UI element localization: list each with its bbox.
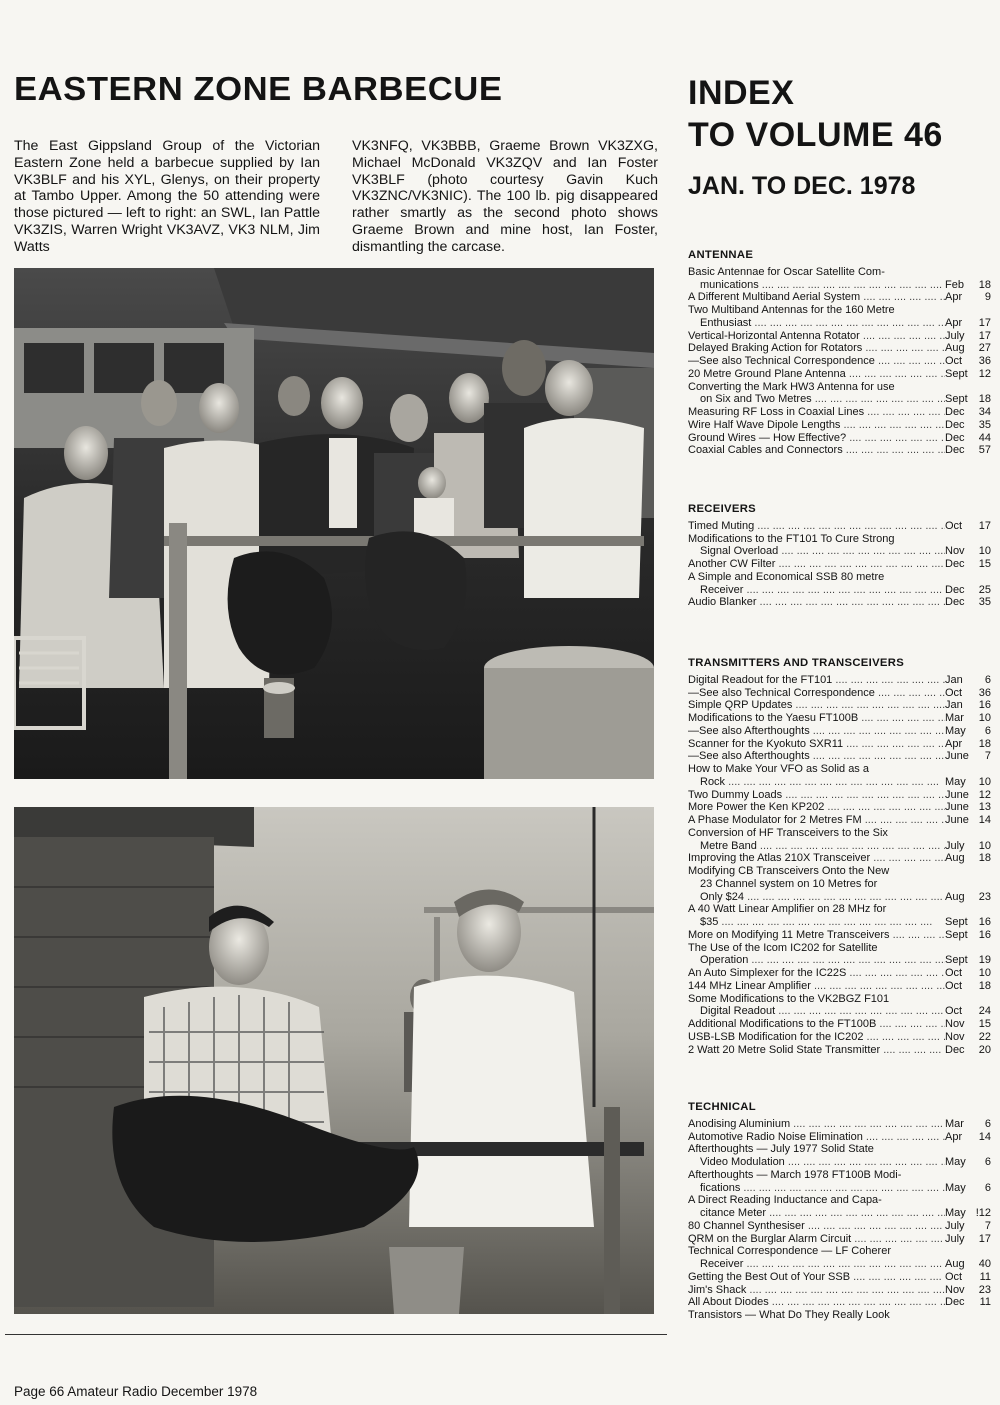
index-entry (688, 596, 991, 609)
entry-page: 23 (978, 890, 991, 903)
entry-title: citance Meter .... (688, 1207, 945, 1220)
entry-month: June (945, 801, 969, 814)
index-entry (688, 891, 991, 904)
entry-title: 80 Channel Synthesiser .... (688, 1220, 945, 1233)
index-entry (688, 980, 991, 993)
index-entry (688, 1031, 991, 1044)
entry-month: June (945, 814, 969, 826)
index-entry (688, 929, 991, 942)
entry-month: Sept (945, 916, 968, 928)
entry-title: A Phase Modulator for 2 Metres FM .... (688, 814, 945, 827)
entry-title: Conversion of HF Transceivers to the Six (688, 826, 888, 839)
footer-rule (5, 1334, 667, 1335)
index-section-transmitters (688, 657, 991, 1056)
entry-title: Improving the Atlas 210X Transceiver .... (688, 852, 945, 865)
index-entry (688, 330, 991, 343)
index-entry (688, 545, 991, 558)
entry-title: —See also Technical Correspondence .... (688, 355, 945, 368)
article-text-col2: VK3NFQ, VK3BBB, Graeme Brown VK3ZXG, Michael McDonald VK3ZQV and Ian Foster VK3BLF (photo courtesy Gavin Kuch VK3ZNC/VK3NIC). The 100 lb. pig disappeared rather smartly as the second photo shows Graeme Brown and mine host, Ian Foster, dismantling the carcase. (352, 138, 658, 255)
entry-page: 19 (978, 954, 991, 967)
index-entry (688, 750, 991, 763)
index-entry (688, 674, 991, 687)
entry-page: 35 (978, 596, 991, 609)
index-entry (688, 1207, 991, 1220)
entry-page: 25 (978, 583, 991, 596)
index-entry (688, 1005, 991, 1018)
index-entry (688, 827, 991, 840)
index-section-antennae (688, 249, 991, 457)
entry-page: 12 (978, 788, 991, 801)
entry-page: 17 (978, 329, 991, 342)
index-entry (688, 954, 991, 967)
entry-month: May (945, 775, 966, 788)
index-entry (688, 942, 991, 955)
entry-title: Two Dummy Loads .... (688, 789, 945, 802)
entry-month: May (945, 1181, 966, 1194)
entry-month: May (945, 724, 966, 737)
entry-title: A Direct Reading Inductance and Capa- (688, 1194, 882, 1207)
photo-dismantling-carcase (14, 807, 654, 1314)
entry-title: Only $24 .... (688, 891, 945, 904)
section-heading: TRANSMITTERS AND TRANSCEIVERS (688, 657, 905, 669)
entry-page: 10 (978, 712, 991, 724)
index-entry (688, 878, 991, 891)
index-entry (688, 444, 991, 457)
entry-page: 6 (984, 1181, 991, 1194)
entry-month: Nov (945, 1283, 965, 1296)
entry-month: June (945, 750, 969, 763)
index-entry (688, 1271, 991, 1284)
entry-page: 16 (978, 928, 991, 941)
entry-page: 23 (978, 1283, 991, 1296)
entry-title: Metre Band .... (688, 840, 945, 853)
entry-title: Two Multiband Antennas for the 160 Metre (688, 304, 895, 316)
entry-page: 15 (978, 1018, 991, 1030)
index-entry (688, 865, 991, 878)
entry-page: 24 (978, 1005, 991, 1018)
entry-page: 6 (984, 673, 991, 686)
entry-title: Jim's Shack .... (688, 1284, 945, 1297)
entry-title: Timed Muting .... (688, 520, 945, 533)
entry-month: Oct (945, 686, 963, 699)
entry-page: 6 (984, 1117, 991, 1130)
index-entry (688, 1118, 991, 1131)
entry-page: 22 (978, 1030, 991, 1043)
entry-title: Modifications to the Yaesu FT100B .... (688, 712, 945, 725)
entry-page: 10 (978, 545, 991, 558)
entry-title: Digital Readout .... (688, 1005, 945, 1018)
index-entry (688, 1182, 991, 1195)
entry-page: !12 (975, 1207, 991, 1219)
entry-month: Mar (945, 1117, 964, 1130)
index-entry (688, 1258, 991, 1271)
entry-month: Dec (945, 558, 965, 570)
index-entry (688, 304, 991, 317)
index-section-technical (688, 1101, 991, 1322)
entry-month: Sept (945, 954, 968, 967)
entry-title: QRM on the Burglar Alarm Circuit .... (688, 1233, 945, 1246)
entry-month: Oct (945, 355, 963, 367)
entry-title: munications .... (688, 279, 945, 292)
entry-page: 35 (978, 418, 991, 431)
entry-month: Sept (945, 928, 968, 941)
entry-title: A Different Multiband Aerial System .... (688, 291, 945, 304)
entry-month: Jan (945, 673, 963, 686)
entry-title: 144 MHz Linear Amplifier .... (688, 980, 945, 993)
entry-month: Aug (945, 852, 965, 865)
index-entry (688, 776, 991, 789)
entry-page: 40 (978, 1258, 991, 1270)
entry-page: 17 (978, 316, 991, 329)
entry-month: Sept (945, 393, 968, 406)
entry-page: 18 (978, 737, 991, 750)
entry-month: Sept (945, 367, 968, 380)
index-entry (688, 789, 991, 802)
entry-title: Signal Overload .... (688, 545, 945, 558)
entry-page: 57 (978, 444, 991, 457)
index-entry (688, 419, 991, 432)
entry-title: Some Modifications to the VK2BGZ F101 (688, 992, 890, 1005)
index-entry (688, 801, 991, 814)
entry-month: Dec (945, 1296, 965, 1309)
entry-title: Audio Blanker .... (688, 596, 945, 609)
entry-month: Aug (945, 890, 965, 903)
index-entry (688, 520, 991, 533)
entry-title: How to Make Your VFO as Solid as a (688, 763, 869, 775)
entry-month: Dec (945, 406, 965, 418)
entry-title: Rock .... (688, 776, 945, 789)
entry-month: Oct (945, 1270, 963, 1283)
entry-title: More Power the Ken KP202 .... (688, 801, 945, 814)
entry-title: The Use of the Icom IC202 for Satellite (688, 941, 878, 954)
entry-month: Oct (945, 519, 963, 532)
index-subtitle: JAN. TO DEC. 1978 (688, 172, 916, 200)
index-entry (688, 1131, 991, 1144)
index-entry (688, 558, 991, 571)
index-entry (688, 712, 991, 725)
entry-page: 16 (978, 699, 991, 712)
entry-title: Additional Modifications to the FT100B .... (688, 1018, 945, 1031)
article-text-col1: The East Gippsland Group of the Victorian Eastern Zone held a barbecue supplied by Ian VK3BLF and his XYL, Glenys, on their property at Tambo Upper. Among the 50 attending were those pictured — left to right: an SWL, Ian Pattle VK3ZIS, Warren Wright VK3AVZ, VK3 NLM, Jim Watts (14, 138, 320, 255)
entry-page: 18 (978, 278, 991, 291)
index-entry (688, 355, 991, 368)
entry-page: 9 (984, 291, 991, 304)
entry-title: A 40 Watt Linear Amplifier on 28 MHz for (688, 903, 887, 916)
entry-month: Aug (945, 1258, 965, 1270)
index-entry (688, 571, 991, 584)
index-entry (688, 1156, 991, 1169)
index-entry (688, 1284, 991, 1297)
index-entry (688, 1309, 991, 1322)
entry-month: Dec (945, 583, 965, 596)
entry-title: An Auto Simplexer for the IC22S .... (688, 967, 945, 980)
index-entry (688, 1143, 991, 1156)
entry-month: Oct (945, 967, 963, 979)
entry-title: fications .... (688, 1182, 945, 1195)
index-entry (688, 1233, 991, 1246)
entry-title: Basic Antennae for Oscar Satellite Com- (688, 265, 885, 278)
index-entry (688, 1169, 991, 1182)
index-section-receivers (688, 503, 991, 609)
entry-month: July (945, 1232, 965, 1245)
entry-title: Another CW Filter .... (688, 558, 945, 571)
index-entry (688, 584, 991, 597)
entry-title: Modifying CB Transceivers Onto the New (688, 865, 890, 877)
entry-page: 14 (978, 1130, 991, 1143)
entry-title: 20 Metre Ground Plane Antenna .... (688, 368, 945, 381)
entry-title: Simple QRP Updates .... (688, 699, 945, 712)
index-entry (688, 533, 991, 546)
entry-page: 18 (978, 979, 991, 992)
index-entry (688, 1245, 991, 1258)
entry-page: 27 (978, 342, 991, 355)
index-entry (688, 916, 991, 929)
entry-title: Video Modulation .... (688, 1156, 945, 1169)
index-title-line2: TO VOLUME 46 (688, 116, 943, 154)
index-entry (688, 381, 991, 394)
page-footer: Page 66 Amateur Radio December 1978 (14, 1384, 258, 1399)
entry-title: Receiver .... (688, 584, 945, 597)
entry-title: 23 Channel system on 10 Metres for (700, 877, 878, 890)
entry-month: Dec (945, 1043, 965, 1056)
entry-month: Dec (945, 444, 965, 457)
section-heading: RECEIVERS (688, 503, 756, 515)
index-entry (688, 993, 991, 1006)
entry-title: Afterthoughts — July 1977 Solid State (688, 1143, 874, 1156)
entry-title: on Six and Two Metres .... (688, 393, 945, 406)
article-title: EASTERN ZONE BARBECUE (14, 70, 503, 107)
entry-month: Dec (945, 596, 965, 609)
index-entry (688, 1044, 991, 1057)
photo-group-barbecue (14, 268, 654, 779)
entry-page: 12 (978, 367, 991, 380)
index-entry (688, 406, 991, 419)
index-entry (688, 291, 991, 304)
entry-page: 10 (978, 839, 991, 852)
entry-page: 10 (978, 967, 991, 979)
index-entry (688, 1018, 991, 1031)
entry-title: $35 .... (688, 916, 945, 929)
entry-title: A Simple and Economical SSB 80 metre (688, 570, 885, 583)
index-entry (688, 1194, 991, 1207)
index-entry (688, 738, 991, 751)
entry-title: —See also Technical Correspondence .... (688, 687, 945, 700)
entry-title: —See also Afterthoughts .... (688, 750, 945, 763)
entry-title: Automotive Radio Noise Elimination .... (688, 1131, 945, 1144)
entry-month: Aug (945, 342, 965, 355)
index-entry (688, 1296, 991, 1309)
entry-page: 36 (978, 686, 991, 699)
entry-page: 10 (978, 775, 991, 788)
index-entry (688, 279, 991, 292)
entry-title: Afterthoughts — March 1978 FT100B Modi- (688, 1168, 902, 1181)
entry-title: Delayed Braking Action for Rotators .... (688, 342, 945, 355)
entry-page: 7 (984, 750, 991, 763)
entry-title: Modifications to the FT101 To Cure Strong (688, 532, 895, 545)
entry-page: 7 (984, 1219, 991, 1232)
entry-title: More on Modifying 11 Metre Transceivers .... (688, 929, 945, 942)
index-entry (688, 763, 991, 776)
index-entry (688, 432, 991, 445)
entry-month: July (945, 839, 965, 852)
entry-page: 18 (978, 393, 991, 406)
index-title-line1: INDEX (688, 74, 795, 112)
index-entry (688, 368, 991, 381)
entry-page: 11 (979, 1270, 991, 1283)
entry-title: 2 Watt 20 Metre Solid State Transmitter .... (688, 1044, 945, 1057)
entry-page: 13 (978, 801, 991, 814)
entry-month: Apr (945, 316, 963, 329)
entry-month: Oct (945, 979, 963, 992)
index-entry (688, 1220, 991, 1233)
entry-title: All About Diodes .... (688, 1296, 945, 1309)
index-entry (688, 393, 991, 406)
entry-month: July (945, 1219, 965, 1232)
entry-month: Feb (945, 278, 964, 291)
entry-title: Receiver .... (688, 1258, 945, 1271)
entry-title: USB-LSB Modification for the IC202 .... (688, 1031, 945, 1044)
index-entry (688, 266, 991, 279)
entry-page: 18 (978, 852, 991, 865)
entry-title: Getting the Best Out of Your SSB .... (688, 1271, 945, 1284)
entry-month: Apr (945, 291, 963, 304)
entry-page: 44 (978, 431, 991, 444)
index-entry (688, 687, 991, 700)
entry-month: Apr (945, 1130, 963, 1143)
entry-month: June (945, 788, 969, 801)
index-entry (688, 725, 991, 738)
entry-title: Vertical-Horizontal Antenna Rotator .... (688, 330, 945, 343)
entry-page: 14 (978, 814, 991, 826)
entry-page: 16 (978, 916, 991, 928)
entry-page: 6 (984, 724, 991, 737)
entry-page: 15 (978, 558, 991, 570)
entry-month: Apr (945, 737, 963, 750)
index-entry (688, 903, 991, 916)
entry-page: 36 (978, 355, 991, 367)
entry-month: Mar (945, 712, 964, 724)
entry-month: Nov (945, 1030, 965, 1043)
entry-page: 6 (984, 1156, 991, 1168)
entry-title: —See also Afterthoughts .... (688, 725, 945, 738)
entry-month: Oct (945, 1005, 963, 1018)
index-entry (688, 852, 991, 865)
entry-title: Transistors — What Do They Really Look (688, 1309, 890, 1321)
entry-month: Jan (945, 699, 963, 712)
entry-title: Converting the Mark HW3 Antenna for use (688, 380, 895, 393)
entry-month: July (945, 329, 965, 342)
index-entry (688, 814, 991, 827)
entry-month: Dec (945, 418, 965, 431)
entry-month: Dec (945, 431, 965, 444)
entry-page: 34 (978, 406, 991, 418)
entry-title: Scanner for the Kyokuto SXR11 .... (688, 738, 945, 751)
entry-title: Digital Readout for the FT101 .... (688, 674, 945, 687)
entry-title: Measuring RF Loss in Coaxial Lines .... (688, 406, 945, 419)
index-entry (688, 967, 991, 980)
entry-page: 17 (978, 519, 991, 532)
entry-title: Anodising Aluminium .... (688, 1118, 945, 1131)
section-heading: ANTENNAE (688, 249, 754, 261)
entry-title: Enthusiast .... (688, 317, 945, 330)
entry-month: Nov (945, 1018, 965, 1030)
index-entry (688, 699, 991, 712)
entry-page: 17 (978, 1232, 991, 1245)
entry-page: 20 (978, 1043, 991, 1056)
entry-title: Coaxial Cables and Connectors .... (688, 444, 945, 457)
entry-page: 11 (979, 1296, 991, 1309)
index-entry (688, 840, 991, 853)
entry-title: Operation .... (688, 954, 945, 967)
index-entry (688, 342, 991, 355)
entry-month: Nov (945, 545, 965, 558)
entry-month: May (945, 1156, 966, 1168)
entry-title: Ground Wires — How Effective? .... (688, 432, 945, 445)
entry-title: Wire Half Wave Dipole Lengths .... (688, 419, 945, 432)
entry-title: Technical Correspondence — LF Coherer (688, 1245, 891, 1258)
section-heading: TECHNICAL (688, 1101, 756, 1113)
entry-month: May (945, 1207, 966, 1219)
index-entry (688, 317, 991, 330)
